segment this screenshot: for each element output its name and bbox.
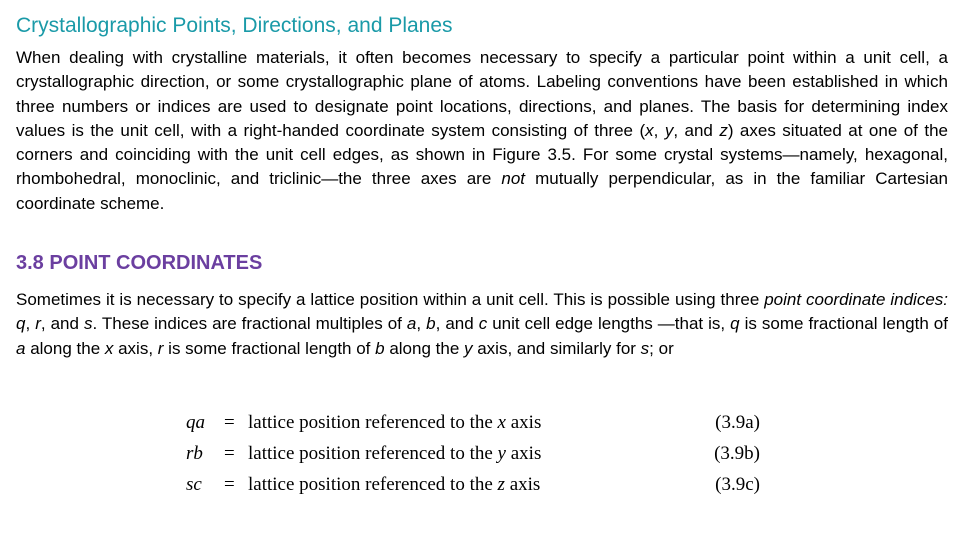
equation-number: (3.9b) — [714, 443, 760, 464]
equation-number: (3.9c) — [715, 474, 760, 495]
equation-rhs: lattice position referenced to the z axis — [248, 474, 541, 495]
equation-3-9b — [186, 443, 760, 471]
equation-3-9a — [186, 412, 760, 440]
point-coordinates-paragraph: Sometimes it is necessary to specify a lattice position within a unit cell. This is possible using three point coordinate indices: q, r, and s. These indices are fractional multiples of a, b, and c unit cell edge lengths —that is, q is some fractional length of a along the x axis, r is some fractional length of b along the y axis, and similarly for s; or — [16, 290, 948, 358]
equation-3-9c — [186, 474, 760, 502]
equation-number: (3.9a) — [715, 412, 760, 433]
section-heading: 3.8 POINT COORDINATES — [16, 252, 263, 274]
equation-rhs: lattice position referenced to the y axis — [248, 443, 542, 464]
equals-sign: = — [224, 474, 235, 495]
equals-sign: = — [224, 412, 235, 433]
equation-lhs: sc — [186, 474, 202, 495]
equation-rhs: lattice position referenced to the x axis — [248, 412, 542, 433]
intro-paragraph: When dealing with crystalline materials, it often becomes necessary to specify a particular point within a unit cell, a crystallographic direction, or some crystallographic plane of atoms. Labeling conventions have been established in which three numbers or indices are used to designate point locations, directions, and planes. The basis for determining index values is the unit cell, with a right-handed coordinate system consisting of three (x, y, and z) axes situated at one of the corners and coinciding with the unit cell edges, as shown in Figure 3.5. For some crystal systems—namely, hexagonal, rhombohedral, monoclinic, and triclinic—the three axes are not mutually perpendicular, as in the familiar Cartesian coordinate scheme. — [16, 48, 948, 213]
equation-lhs: qa — [186, 412, 205, 433]
equals-sign: = — [224, 443, 235, 464]
equation-lhs: rb — [186, 443, 203, 464]
slide-title: Crystallographic Points, Directions, and Planes — [16, 14, 453, 37]
